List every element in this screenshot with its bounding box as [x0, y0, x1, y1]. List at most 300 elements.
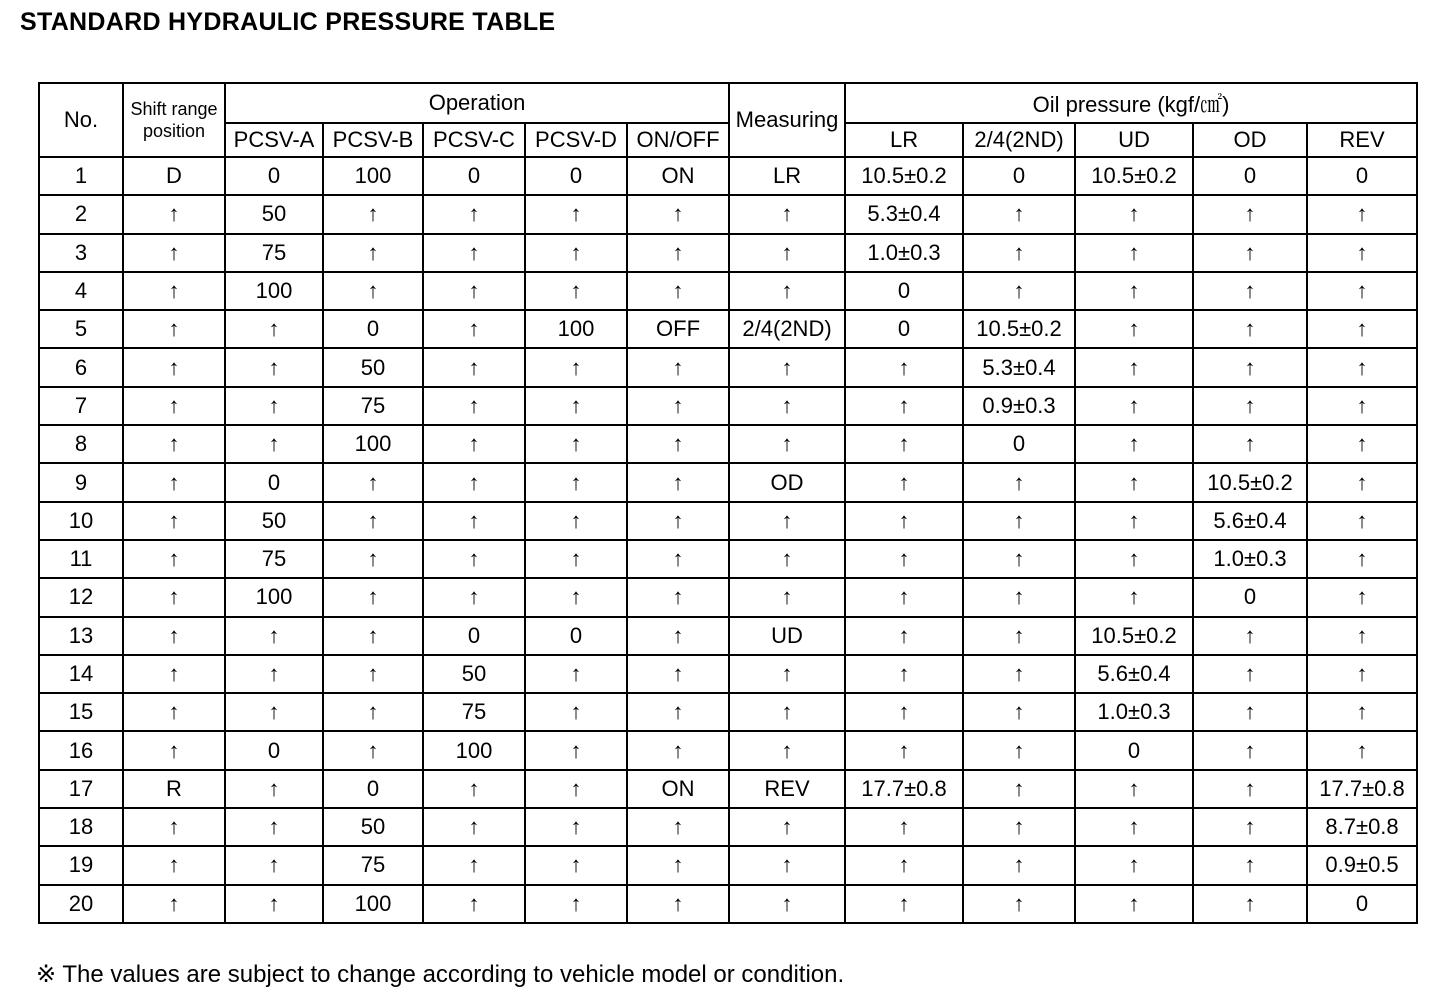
cell-od: ↑: [1193, 425, 1307, 463]
cell-no: 17: [39, 770, 123, 808]
cell-shift-range: ↑: [123, 387, 225, 425]
cell-on-off: ↑: [627, 348, 729, 386]
cell-rev: ↑: [1307, 234, 1417, 272]
cell-lr: ↑: [845, 808, 963, 846]
cell-pcsv-d: ↑: [525, 463, 627, 501]
cell-pcsv-c: 0: [423, 157, 525, 195]
cell-no: 4: [39, 272, 123, 310]
cell-no: 15: [39, 693, 123, 731]
cell-rev: ↑: [1307, 425, 1417, 463]
cell-2nd: ↑: [963, 885, 1075, 923]
cell-pcsv-a: ↑: [225, 846, 323, 884]
cell-pcsv-a: 75: [225, 540, 323, 578]
cell-on-off: ↑: [627, 578, 729, 616]
cell-on-off: ↑: [627, 693, 729, 731]
cell-2nd: ↑: [963, 272, 1075, 310]
cell-od: ↑: [1193, 348, 1307, 386]
cell-no: 16: [39, 731, 123, 769]
header-2nd: 2/4(2ND): [963, 123, 1075, 157]
cell-pcsv-d: ↑: [525, 770, 627, 808]
table-row: [39, 310, 1417, 348]
pressure-table-container: [38, 82, 1416, 924]
cell-od: 0: [1193, 157, 1307, 195]
cell-pcsv-c: 75: [423, 693, 525, 731]
cell-shift-range: ↑: [123, 195, 225, 233]
header-shift-range: Shift range position: [123, 83, 225, 157]
cell-shift-range: ↑: [123, 463, 225, 501]
header-rev: REV: [1307, 123, 1417, 157]
table-row: [39, 463, 1417, 501]
cell-no: 12: [39, 578, 123, 616]
cell-no: 14: [39, 655, 123, 693]
cell-ud: 10.5±0.2: [1075, 617, 1193, 655]
cell-no: 13: [39, 617, 123, 655]
cell-shift-range: ↑: [123, 846, 225, 884]
header-on-off: ON/OFF: [627, 123, 729, 157]
cell-rev: 17.7±0.8: [1307, 770, 1417, 808]
cell-pcsv-d: ↑: [525, 425, 627, 463]
cell-2nd: ↑: [963, 617, 1075, 655]
cell-ud: 1.0±0.3: [1075, 693, 1193, 731]
cell-od: 1.0±0.3: [1193, 540, 1307, 578]
cell-pcsv-c: ↑: [423, 808, 525, 846]
cell-lr: ↑: [845, 540, 963, 578]
cell-pcsv-c: ↑: [423, 540, 525, 578]
cell-pcsv-c: ↑: [423, 348, 525, 386]
cell-od: ↑: [1193, 310, 1307, 348]
cell-on-off: ↑: [627, 387, 729, 425]
cell-measuring: ↑: [729, 578, 845, 616]
cell-rev: ↑: [1307, 693, 1417, 731]
cell-pcsv-d: ↑: [525, 731, 627, 769]
cell-pcsv-c: ↑: [423, 770, 525, 808]
cell-od: ↑: [1193, 617, 1307, 655]
header-ud: UD: [1075, 123, 1193, 157]
table-row: [39, 540, 1417, 578]
cell-shift-range: ↑: [123, 234, 225, 272]
cell-measuring: REV: [729, 770, 845, 808]
cell-od: ↑: [1193, 885, 1307, 923]
cell-rev: 0.9±0.5: [1307, 846, 1417, 884]
cell-measuring: LR: [729, 157, 845, 195]
cell-pcsv-a: ↑: [225, 885, 323, 923]
cell-pcsv-d: ↑: [525, 540, 627, 578]
cell-no: 10: [39, 502, 123, 540]
table-row: [39, 846, 1417, 884]
cell-od: 10.5±0.2: [1193, 463, 1307, 501]
cell-rev: ↑: [1307, 617, 1417, 655]
cell-lr: ↑: [845, 578, 963, 616]
cell-pcsv-b: 0: [323, 310, 423, 348]
cell-pcsv-d: 100: [525, 310, 627, 348]
cell-od: ↑: [1193, 731, 1307, 769]
cell-measuring: ↑: [729, 425, 845, 463]
cell-on-off: ↑: [627, 540, 729, 578]
table-row: [39, 157, 1417, 195]
cell-pcsv-b: 50: [323, 808, 423, 846]
cell-ud: ↑: [1075, 425, 1193, 463]
cell-ud: ↑: [1075, 463, 1193, 501]
cell-rev: ↑: [1307, 348, 1417, 386]
cell-rev: ↑: [1307, 655, 1417, 693]
cell-pcsv-a: 75: [225, 234, 323, 272]
cell-ud: 0: [1075, 731, 1193, 769]
cell-rev: ↑: [1307, 540, 1417, 578]
cell-pcsv-b: 100: [323, 425, 423, 463]
cell-od: 0: [1193, 578, 1307, 616]
cell-no: 3: [39, 234, 123, 272]
cell-lr: 17.7±0.8: [845, 770, 963, 808]
cell-pcsv-a: ↑: [225, 808, 323, 846]
cell-shift-range: ↑: [123, 310, 225, 348]
cell-lr: ↑: [845, 348, 963, 386]
cell-pcsv-c: ↑: [423, 310, 525, 348]
cell-2nd: ↑: [963, 770, 1075, 808]
table-row: [39, 617, 1417, 655]
cell-pcsv-d: ↑: [525, 387, 627, 425]
cell-pcsv-c: ↑: [423, 195, 525, 233]
cell-pcsv-b: 0: [323, 770, 423, 808]
cell-measuring: ↑: [729, 502, 845, 540]
cell-on-off: ON: [627, 157, 729, 195]
table-row: [39, 770, 1417, 808]
cell-pcsv-b: ↑: [323, 463, 423, 501]
cell-pcsv-a: ↑: [225, 693, 323, 731]
cell-2nd: ↑: [963, 693, 1075, 731]
header-pcsv-a: PCSV-A: [225, 123, 323, 157]
cell-ud: ↑: [1075, 808, 1193, 846]
cell-od: ↑: [1193, 272, 1307, 310]
cell-od: ↑: [1193, 655, 1307, 693]
header-operation: Operation: [225, 83, 729, 123]
cell-pcsv-b: 100: [323, 885, 423, 923]
pressure-table: [38, 82, 1418, 924]
cell-rev: 0: [1307, 885, 1417, 923]
cell-lr: 5.3±0.4: [845, 195, 963, 233]
cell-pcsv-c: 50: [423, 655, 525, 693]
cell-2nd: ↑: [963, 578, 1075, 616]
cell-shift-range: ↑: [123, 617, 225, 655]
cell-lr: 0: [845, 272, 963, 310]
cell-lr: 0: [845, 310, 963, 348]
cell-od: ↑: [1193, 770, 1307, 808]
cell-lr: 1.0±0.3: [845, 234, 963, 272]
cell-pcsv-b: ↑: [323, 578, 423, 616]
footnote: ※ The values are subject to change according to vehicle model or condition.: [36, 961, 845, 988]
cell-2nd: ↑: [963, 846, 1075, 884]
cell-pcsv-d: ↑: [525, 234, 627, 272]
cell-lr: ↑: [845, 846, 963, 884]
cell-lr: ↑: [845, 425, 963, 463]
cell-pcsv-a: ↑: [225, 655, 323, 693]
cell-pcsv-b: ↑: [323, 540, 423, 578]
cell-lr: ↑: [845, 693, 963, 731]
cell-lr: ↑: [845, 463, 963, 501]
cell-pcsv-c: ↑: [423, 387, 525, 425]
cell-lr: ↑: [845, 617, 963, 655]
cell-no: 6: [39, 348, 123, 386]
cell-rev: ↑: [1307, 272, 1417, 310]
cell-pcsv-b: 100: [323, 157, 423, 195]
cell-on-off: OFF: [627, 310, 729, 348]
table-row: [39, 655, 1417, 693]
cell-shift-range: ↑: [123, 885, 225, 923]
cell-pcsv-c: ↑: [423, 885, 525, 923]
cell-no: 9: [39, 463, 123, 501]
cell-ud: ↑: [1075, 578, 1193, 616]
table-body: [39, 157, 1417, 923]
table-row: [39, 272, 1417, 310]
cell-measuring: 2/4(2ND): [729, 310, 845, 348]
cell-pcsv-d: ↑: [525, 885, 627, 923]
cell-lr: ↑: [845, 387, 963, 425]
cell-measuring: ↑: [729, 272, 845, 310]
header-od: OD: [1193, 123, 1307, 157]
cell-pcsv-a: ↑: [225, 387, 323, 425]
cell-on-off: ↑: [627, 425, 729, 463]
cell-2nd: 5.3±0.4: [963, 348, 1075, 386]
cell-lr: ↑: [845, 885, 963, 923]
cell-shift-range: ↑: [123, 655, 225, 693]
cell-no: 5: [39, 310, 123, 348]
cell-lr: 10.5±0.2: [845, 157, 963, 195]
cell-measuring: ↑: [729, 348, 845, 386]
cell-pcsv-b: ↑: [323, 617, 423, 655]
table-row: [39, 195, 1417, 233]
cell-pcsv-a: ↑: [225, 617, 323, 655]
table-row: [39, 808, 1417, 846]
cell-ud: ↑: [1075, 846, 1193, 884]
cell-pcsv-b: 75: [323, 846, 423, 884]
cell-on-off: ↑: [627, 731, 729, 769]
cell-pcsv-b: ↑: [323, 693, 423, 731]
cell-ud: 10.5±0.2: [1075, 157, 1193, 195]
table-row: [39, 502, 1417, 540]
cell-pcsv-c: ↑: [423, 425, 525, 463]
cell-no: 7: [39, 387, 123, 425]
cell-no: 11: [39, 540, 123, 578]
cell-on-off: ↑: [627, 808, 729, 846]
cell-measuring: ↑: [729, 846, 845, 884]
cell-on-off: ↑: [627, 502, 729, 540]
cell-pcsv-c: ↑: [423, 463, 525, 501]
cell-lr: ↑: [845, 731, 963, 769]
cell-rev: ↑: [1307, 731, 1417, 769]
cell-pcsv-a: ↑: [225, 310, 323, 348]
cell-rev: ↑: [1307, 502, 1417, 540]
cell-pcsv-d: ↑: [525, 808, 627, 846]
table-row: [39, 425, 1417, 463]
cell-pcsv-b: ↑: [323, 234, 423, 272]
header-pcsv-d: PCSV-D: [525, 123, 627, 157]
cell-2nd: ↑: [963, 540, 1075, 578]
cell-2nd: ↑: [963, 195, 1075, 233]
cell-pcsv-d: 0: [525, 617, 627, 655]
cell-pcsv-d: ↑: [525, 846, 627, 884]
cell-pcsv-b: 50: [323, 348, 423, 386]
cell-2nd: ↑: [963, 731, 1075, 769]
cell-rev: ↑: [1307, 463, 1417, 501]
cell-rev: ↑: [1307, 310, 1417, 348]
cell-pcsv-a: ↑: [225, 425, 323, 463]
cell-ud: ↑: [1075, 502, 1193, 540]
cell-pcsv-d: ↑: [525, 578, 627, 616]
cell-rev: 0: [1307, 157, 1417, 195]
cell-no: 1: [39, 157, 123, 195]
cell-ud: ↑: [1075, 770, 1193, 808]
header-lr: LR: [845, 123, 963, 157]
cell-2nd: 10.5±0.2: [963, 310, 1075, 348]
cell-od: ↑: [1193, 808, 1307, 846]
cell-no: 19: [39, 846, 123, 884]
cell-on-off: ↑: [627, 463, 729, 501]
cell-shift-range: R: [123, 770, 225, 808]
header-measuring: Measuring: [729, 83, 845, 157]
cell-rev: 8.7±0.8: [1307, 808, 1417, 846]
cell-2nd: ↑: [963, 808, 1075, 846]
cell-pcsv-c: ↑: [423, 234, 525, 272]
cell-measuring: ↑: [729, 731, 845, 769]
cell-pcsv-a: 100: [225, 578, 323, 616]
cell-pcsv-d: 0: [525, 157, 627, 195]
cell-pcsv-d: ↑: [525, 693, 627, 731]
cell-pcsv-c: ↑: [423, 502, 525, 540]
cell-measuring: ↑: [729, 234, 845, 272]
cell-measuring: ↑: [729, 195, 845, 233]
cell-no: 18: [39, 808, 123, 846]
cell-rev: ↑: [1307, 195, 1417, 233]
cell-rev: ↑: [1307, 578, 1417, 616]
cell-ud: 5.6±0.4: [1075, 655, 1193, 693]
cell-pcsv-b: ↑: [323, 272, 423, 310]
header-pcsv-c: PCSV-C: [423, 123, 525, 157]
cell-ud: ↑: [1075, 272, 1193, 310]
cell-on-off: ↑: [627, 272, 729, 310]
cell-measuring: UD: [729, 617, 845, 655]
cell-pcsv-b: ↑: [323, 195, 423, 233]
cell-on-off: ↑: [627, 885, 729, 923]
cell-pcsv-c: 100: [423, 731, 525, 769]
cell-measuring: ↑: [729, 693, 845, 731]
cell-shift-range: ↑: [123, 272, 225, 310]
cell-pcsv-a: ↑: [225, 770, 323, 808]
cell-pcsv-a: ↑: [225, 348, 323, 386]
header-pcsv-b: PCSV-B: [323, 123, 423, 157]
cell-shift-range: ↑: [123, 578, 225, 616]
cell-2nd: ↑: [963, 234, 1075, 272]
cell-ud: ↑: [1075, 885, 1193, 923]
cell-od: ↑: [1193, 846, 1307, 884]
cell-pcsv-a: 0: [225, 463, 323, 501]
table-row: [39, 234, 1417, 272]
cell-measuring: ↑: [729, 655, 845, 693]
header-no: No.: [39, 83, 123, 157]
cell-pcsv-a: 0: [225, 157, 323, 195]
cell-pcsv-d: ↑: [525, 348, 627, 386]
cell-od: ↑: [1193, 234, 1307, 272]
table-row: [39, 578, 1417, 616]
cell-no: 2: [39, 195, 123, 233]
cell-pcsv-d: ↑: [525, 195, 627, 233]
cell-pcsv-d: ↑: [525, 272, 627, 310]
cell-lr: ↑: [845, 502, 963, 540]
cell-pcsv-c: ↑: [423, 272, 525, 310]
cell-ud: ↑: [1075, 387, 1193, 425]
cell-pcsv-b: ↑: [323, 655, 423, 693]
cell-no: 20: [39, 885, 123, 923]
table-row: [39, 885, 1417, 923]
cell-pcsv-b: ↑: [323, 731, 423, 769]
cell-measuring: ↑: [729, 387, 845, 425]
cell-pcsv-c: ↑: [423, 846, 525, 884]
cell-on-off: ↑: [627, 617, 729, 655]
cell-pcsv-d: ↑: [525, 502, 627, 540]
cell-2nd: ↑: [963, 463, 1075, 501]
cell-shift-range: ↑: [123, 693, 225, 731]
cell-od: ↑: [1193, 693, 1307, 731]
cell-ud: ↑: [1075, 195, 1193, 233]
header-oil-pressure: Oil pressure (kgf/㎠): [845, 83, 1417, 123]
cell-pcsv-a: 100: [225, 272, 323, 310]
cell-shift-range: ↑: [123, 540, 225, 578]
cell-pcsv-b: ↑: [323, 502, 423, 540]
cell-on-off: ↑: [627, 195, 729, 233]
cell-on-off: ↑: [627, 234, 729, 272]
cell-shift-range: ↑: [123, 425, 225, 463]
cell-ud: ↑: [1075, 540, 1193, 578]
cell-ud: ↑: [1075, 348, 1193, 386]
cell-pcsv-c: 0: [423, 617, 525, 655]
page-title: STANDARD HYDRAULIC PRESSURE TABLE: [20, 8, 556, 36]
cell-od: ↑: [1193, 387, 1307, 425]
table-row: [39, 731, 1417, 769]
cell-shift-range: ↑: [123, 502, 225, 540]
cell-pcsv-a: 50: [225, 502, 323, 540]
cell-measuring: ↑: [729, 808, 845, 846]
cell-pcsv-b: 75: [323, 387, 423, 425]
cell-od: ↑: [1193, 195, 1307, 233]
cell-2nd: ↑: [963, 502, 1075, 540]
cell-pcsv-d: ↑: [525, 655, 627, 693]
cell-od: 5.6±0.4: [1193, 502, 1307, 540]
cell-ud: ↑: [1075, 234, 1193, 272]
cell-2nd: 0: [963, 425, 1075, 463]
table-row: [39, 693, 1417, 731]
cell-2nd: 0: [963, 157, 1075, 195]
table-row: [39, 387, 1417, 425]
cell-shift-range: ↑: [123, 808, 225, 846]
cell-on-off: ↑: [627, 846, 729, 884]
cell-shift-range: ↑: [123, 731, 225, 769]
cell-measuring: ↑: [729, 540, 845, 578]
cell-shift-range: ↑: [123, 348, 225, 386]
cell-rev: ↑: [1307, 387, 1417, 425]
cell-lr: ↑: [845, 655, 963, 693]
cell-no: 8: [39, 425, 123, 463]
cell-pcsv-a: 50: [225, 195, 323, 233]
cell-on-off: ON: [627, 770, 729, 808]
cell-2nd: ↑: [963, 655, 1075, 693]
cell-measuring: ↑: [729, 885, 845, 923]
cell-2nd: 0.9±0.3: [963, 387, 1075, 425]
cell-shift-range: D: [123, 157, 225, 195]
cell-pcsv-a: 0: [225, 731, 323, 769]
cell-pcsv-c: ↑: [423, 578, 525, 616]
cell-ud: ↑: [1075, 310, 1193, 348]
table-row: [39, 348, 1417, 386]
cell-on-off: ↑: [627, 655, 729, 693]
cell-measuring: OD: [729, 463, 845, 501]
